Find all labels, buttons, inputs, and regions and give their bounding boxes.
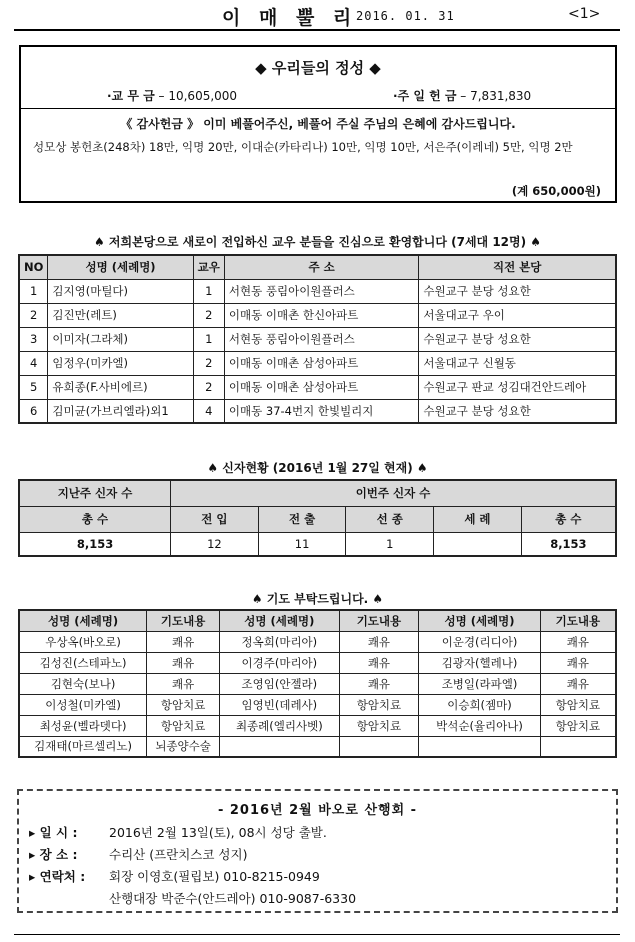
- cell: 항암치료: [339, 715, 419, 736]
- hiking-place-row: [29, 845, 247, 863]
- believers-table: [18, 479, 617, 557]
- table-row: [19, 652, 616, 673]
- hiking-box: [17, 789, 618, 913]
- cell: 서울대교구 우이: [419, 303, 616, 327]
- cell: 뇌종양수술: [147, 736, 220, 757]
- hiking-place-value: 수리산 (프란치스코 성지): [109, 847, 248, 862]
- cell: 항암치료: [339, 694, 419, 715]
- table-subheader-row: [19, 506, 616, 532]
- table-row: [19, 736, 616, 757]
- col-name: 성명 (세례명): [419, 610, 541, 631]
- offering-title: ◆ 우리들의 정성 ◆: [255, 59, 381, 77]
- cell: 수원교구 분당 성요한: [419, 327, 616, 351]
- cell: 박석순(율리아나): [419, 715, 541, 736]
- cell: [339, 736, 419, 757]
- col-name: 성명 (세례명): [220, 610, 340, 631]
- cell: 1: [193, 279, 224, 303]
- cell: 김재태(마르셀리노): [19, 736, 147, 757]
- cell: 조병일(라파엘): [419, 673, 541, 694]
- cell: 서현동 풍림아이원플러스: [224, 327, 419, 351]
- cell: 이운경(리디아): [419, 631, 541, 652]
- prayer-title: ♠ 기도 부탁드립니다. ♠: [251, 592, 384, 606]
- prayer-table: [18, 609, 617, 758]
- cell: 이성철(미카엘): [19, 694, 147, 715]
- cell: 김성진(스테파노): [19, 652, 147, 673]
- cell: 쾌유: [540, 673, 616, 694]
- cell: 8,153: [19, 532, 171, 556]
- sunday-label: ·주 일 헌 금: [393, 89, 457, 103]
- col-intention: 기도내용: [339, 610, 419, 631]
- col-name: 성명 (세례명): [48, 255, 193, 279]
- table-row: [19, 351, 616, 375]
- cell: [220, 736, 340, 757]
- cell: 김현숙(보나): [19, 673, 147, 694]
- table-row: [19, 375, 616, 399]
- col-address: 주 소: [224, 255, 419, 279]
- cell: 이경주(마리아): [220, 652, 340, 673]
- cell: 2: [19, 303, 48, 327]
- cell: 쾌유: [339, 652, 419, 673]
- tithe-label: ·교 무 금: [107, 89, 155, 103]
- table-row: [19, 694, 616, 715]
- hiking-contact-row: [29, 867, 320, 885]
- offering-box: [19, 45, 617, 203]
- last-week-header: 지난주 신자 수: [19, 480, 171, 506]
- hiking-contact-label: ▸ 연락처 :: [29, 869, 86, 884]
- newcomers-title: ♠ 저희본당으로 새로이 전입하신 교우 분들을 진심으로 환영합니다 (7세대 12명) ♠: [93, 235, 542, 249]
- cell: 김미균(가브리엘라)외1: [48, 399, 193, 423]
- hiking-date-label: ▸ 일 시 :: [29, 825, 78, 840]
- cell: 서현동 풍림아이원플러스: [224, 279, 419, 303]
- table-row: [19, 532, 616, 556]
- cell: 3: [19, 327, 48, 351]
- hiking-contact-row-2: [109, 889, 356, 907]
- cell: 이매동 37-4번지 한빛빌리지: [224, 399, 419, 423]
- table-row: [19, 399, 616, 423]
- cell: 항암치료: [147, 715, 220, 736]
- cell: 쾌유: [147, 652, 220, 673]
- col-prev-parish: 직전 본당: [419, 255, 616, 279]
- col-name: 성명 (세례명): [19, 610, 147, 631]
- donor-list: 성모상 봉헌초(248차) 18만, 익명 20만, 이대순(카타리나) 10만, 익명 10만, 서은주(이레네) 5만, 익명 2만: [33, 140, 573, 154]
- cell: 2: [193, 351, 224, 375]
- offering-divider: [21, 108, 615, 109]
- cell: 4: [193, 399, 224, 423]
- cell: 김광자(헬레나): [419, 652, 541, 673]
- col-deceased: 선 종: [346, 506, 434, 532]
- cell: 항암치료: [147, 694, 220, 715]
- table-row: [19, 631, 616, 652]
- cell: 수원교구 분당 성요한: [419, 279, 616, 303]
- bulletin-title: 이 매 뿔 리: [222, 7, 358, 29]
- cell: 항암치료: [540, 715, 616, 736]
- cell: 이매동 이매촌 삼성아파트: [224, 351, 419, 375]
- cell: 이매동 이매촌 한신아파트: [224, 303, 419, 327]
- hiking-title: - 2016년 2월 바오로 산행회 -: [217, 803, 418, 818]
- cell: 최성윤(벨라뎃다): [19, 715, 147, 736]
- cell: 임정우(미카엘): [48, 351, 193, 375]
- hiking-place-label: ▸ 장 소 :: [29, 847, 78, 862]
- cell: 수원교구 분당 성요한: [419, 399, 616, 423]
- col-intention: 기도내용: [147, 610, 220, 631]
- sunday-amount: [393, 87, 531, 104]
- col-total-last: 총 수: [19, 506, 171, 532]
- bulletin-date: 2016. 01. 31: [356, 9, 455, 23]
- believers-title: ♠ 신자현황 (2016년 1월 27일 현재) ♠: [207, 461, 428, 475]
- cell: 2: [193, 303, 224, 327]
- footer-rule: [14, 934, 620, 935]
- cell: 정옥희(마리아): [220, 631, 340, 652]
- cell: 서울대교구 신월동: [419, 351, 616, 375]
- col-move-out: 전 출: [258, 506, 346, 532]
- cell: 수원교구 판교 성김대건안드레아: [419, 375, 616, 399]
- cell: 1: [346, 532, 434, 556]
- page-number: <1>: [568, 6, 601, 22]
- cell: 항암치료: [540, 694, 616, 715]
- cell: 임영빈(데레사): [220, 694, 340, 715]
- cell: 5: [19, 375, 48, 399]
- hiking-date-row: [29, 823, 327, 841]
- cell: [419, 736, 541, 757]
- cell: 6: [19, 399, 48, 423]
- cell: 우상옥(바오로): [19, 631, 147, 652]
- col-count: 교우: [193, 255, 224, 279]
- table-row: [19, 279, 616, 303]
- cell: 2: [193, 375, 224, 399]
- header-rule: [14, 29, 620, 31]
- hiking-contact-value-2: 산행대장 박준수(안드레아) 010-9087-6330: [109, 891, 357, 906]
- cell: 김진만(레트): [48, 303, 193, 327]
- cell: 11: [258, 532, 346, 556]
- table-header-row: [19, 610, 616, 631]
- cell: 유희종(F.사비에르): [48, 375, 193, 399]
- table-header-row: [19, 255, 616, 279]
- offering-total: (계 650,000원): [511, 184, 601, 198]
- cell: 쾌유: [339, 631, 419, 652]
- cell: 이승희(젬마): [419, 694, 541, 715]
- table-row: [19, 303, 616, 327]
- table-row: [19, 327, 616, 351]
- newcomers-table: [18, 254, 617, 424]
- cell: 이미자(그라체): [48, 327, 193, 351]
- cell: 1: [193, 327, 224, 351]
- col-intention: 기도내용: [540, 610, 616, 631]
- cell: 김지영(마틸다): [48, 279, 193, 303]
- hiking-date-value: 2016년 2월 13일(토), 08시 성당 출발.: [109, 825, 327, 840]
- col-no: NO: [19, 255, 48, 279]
- cell: 8,153: [521, 532, 616, 556]
- thanks-heading: 《 감사헌금 》 이미 베풀어주신, 베풀어 주실 주님의 은혜에 감사드립니다.: [120, 117, 516, 131]
- cell: 쾌유: [540, 631, 616, 652]
- bulletin-header: [0, 0, 635, 30]
- cell: [434, 532, 522, 556]
- cell: 쾌유: [147, 673, 220, 694]
- tithe-value: – 10,605,000: [158, 89, 238, 103]
- sunday-value: – 7,831,830: [460, 89, 532, 103]
- cell: 4: [19, 351, 48, 375]
- cell: 쾌유: [540, 652, 616, 673]
- col-move-in: 전 입: [171, 506, 259, 532]
- hiking-contact-value: 회장 이영호(필립보) 010-8215-0949: [109, 869, 320, 884]
- cell: [540, 736, 616, 757]
- table-row: [19, 673, 616, 694]
- tithe-amount: [107, 87, 237, 104]
- cell: 쾌유: [339, 673, 419, 694]
- table-header-row: [19, 480, 616, 506]
- cell: 최종례(엘리사벳): [220, 715, 340, 736]
- cell: 쾌유: [147, 631, 220, 652]
- table-row: [19, 715, 616, 736]
- cell: 이매동 이매촌 삼성아파트: [224, 375, 419, 399]
- this-week-header: 이번주 신자 수: [171, 480, 616, 506]
- col-baptism: 세 례: [434, 506, 522, 532]
- cell: 12: [171, 532, 259, 556]
- cell: 조영임(안젤라): [220, 673, 340, 694]
- col-total-this: 총 수: [521, 506, 616, 532]
- cell: 1: [19, 279, 48, 303]
